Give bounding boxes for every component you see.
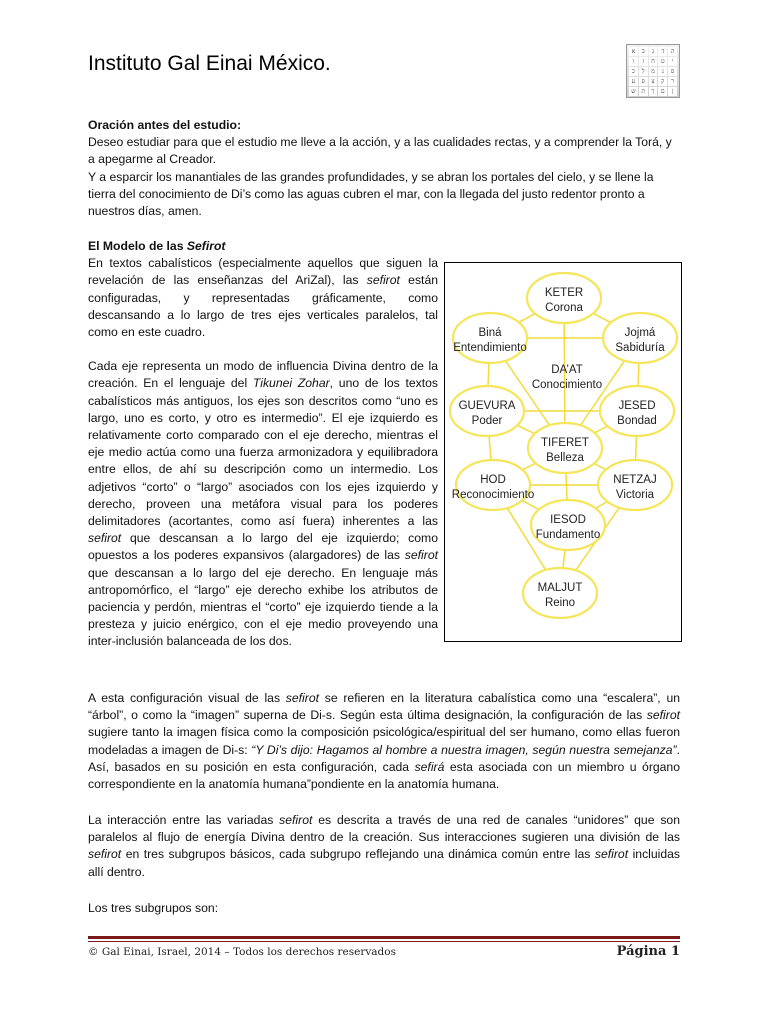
page-number: Página 1 [616,944,680,959]
sefira-hod-meaning: Reconocimiento [451,489,535,501]
logo-letter: פ [639,77,648,86]
sefira-keter-name: KETER [544,287,584,299]
sefirot-diagram [444,262,682,642]
sefira-bina [453,313,527,363]
sefira-iesod [531,500,605,550]
logo-letter: ח [649,57,658,66]
sefira-hod [452,460,534,510]
sefira-keter [527,273,601,323]
logo-letter: ה [668,47,677,56]
paragraph-5: Los tres subgrupos son: [88,901,219,915]
sefira-daat [532,364,602,391]
sefira-guevura-meaning: Poder [471,415,503,427]
footer-copyright: © Gal Einai, Israel, 2014 – Todos los derechos reservados [88,946,396,958]
footer-rule [88,936,680,939]
sefira-iesod-meaning: Fundamento [535,529,601,541]
logo-letter: ט [658,57,667,66]
logo-letter: ר [668,77,677,86]
logo-letter: ס [668,67,677,76]
logo-letter: ג [649,47,658,56]
logo-letter: ו [629,57,638,66]
sefira-daat-name: DA’AT [551,364,583,376]
logo-letter: ב [639,47,648,56]
logo-letter: ק [658,77,667,86]
logo-letter: ש [629,87,638,96]
logo-letter: ת [639,87,648,96]
footer-rule-thin [88,941,680,942]
model-paragraph-1: En textos cabalísticos (especialmente aquellos que siguen la revelación de las enseñanzas del AriZal), las sefirot están configuradas, y representadas gráficamente, como descansando a lo largo de tres ejes verticales paralelos, tal como en este cuadro. [88,256,439,340]
logo-letter: ם [658,87,667,96]
sefira-iesod-name: IESOD [550,514,586,526]
sefira-keter-meaning: Corona [545,302,583,314]
prayer-line-2: Y a esparcir los manantiales de las grandes profundidades, y se abran los portales del cielo, y se llene la tierra del conocimiento de Di’s como las aguas cubren el mar, con la llegada del justo redentor pronto a nuestros días, amen. [88,169,654,219]
logo-letter: ז [639,57,648,66]
sefira-jesed-meaning: Bondad [617,415,657,427]
sefira-tiferet [528,423,602,473]
model-section [88,238,438,651]
sefira-guevura-name: GUEVURA [458,400,516,412]
sefira-netzaj [598,460,672,510]
logo-letter: ל [639,67,648,76]
logo-letter: ד [658,47,667,56]
sefira-tiferet-name: TIFERET [541,437,589,449]
sefirot-tree-svg [445,263,683,643]
sefira-hod-name: HOD [480,474,506,486]
sefira-netzaj-meaning: Victoria [615,489,655,501]
sefira-jesed-name: JESED [618,400,656,412]
sefira-bina-meaning: Entendimiento [453,342,527,354]
prayer-line-1: Deseo estudiar para que el estudio me lleve a la acción, y a las cualidades rectas, y a comprender la Torá, y a apegarme al Creador. [88,135,672,167]
logo-letter: ך [649,87,658,96]
logo-letter: מ [649,67,658,76]
section-title: El Modelo de las Sefirot [88,239,226,253]
logo-letter: א [629,47,638,56]
model-paragraph-2: Cada eje representa un modo de influencia Divina dentro de la creación. En el lenguaje del Tikunei Zohar, uno de los textos cabalísticos más antiguos, los ejes son descritos como “uno es largo, uno es corto, y otro es intermedio”. El eje izquierdo es relativamente corto comparado con el eje derecho, mientras el eje medio actúa como una fuerza armonizadora y equilibradora entre ellos, de ahí su descripción como un intermedio. Los adjetivos “corto” o “largo” asociados con los ejes izquierdo y derecho, proveen una metáfora visual para los poderes delimitadores (acortantes, como así fuera) inherentes a las sefirot que descansan a lo largo del eje izquierdo; como opuestos a los poderes expansivos (alargadores) de las sefirot que descansan a lo largo del eje derecho. En lenguaje más antropomórfico, el “largo” eje derecho exhibe los atributos de paciencia y perdón, mientras el “corto” eje izquierdo tiende a la presteza y juicio enérgico, con el eje medio proveyendo una inter-inclusión balanceada de los dos. [88,359,439,649]
sefira-maljut-meaning: Reino [544,597,576,609]
logo-letter: י [668,57,677,66]
sefira-jojma [603,313,677,363]
logo-letter: נ [658,67,667,76]
sefira-netzaj-name: NETZAJ [613,474,657,486]
logo-letter: צ [649,77,658,86]
sefira-daat-meaning: Conocimiento [531,379,603,391]
sefira-guevura [450,386,524,436]
logo-letter: ן [668,87,677,96]
page-title: Instituto Gal Einai México. [88,52,331,75]
logo-letter: כ [629,67,638,76]
paragraph-4: La interacción entre las variadas sefirot es descrita a través de una red de canales “unidores” que son paralelos al flujo de energía Divina dentro de la creación. Sus interacciones sugieren una división de las sefirot en tres subgrupos básicos, cada subgrupo reflejando una dinámica común entre las sefirot incluidas allí dentro. [88,813,681,879]
prayer-section [88,117,680,220]
sefira-tiferet-meaning: Belleza [546,452,584,464]
sefira-jojma-name: Jojmá [624,327,656,339]
logo-image [626,44,680,98]
sefira-bina-name: Biná [478,327,502,339]
sefira-jesed [600,386,674,436]
sefira-maljut [523,568,597,618]
logo-letter: ע [629,77,638,86]
sefira-jojma-meaning: Sabiduría [615,342,665,354]
prayer-title: Oración antes del estudio: [88,118,242,132]
sefira-maljut-name: MALJUT [537,582,583,594]
paragraph-3: A esta configuración visual de las sefirot se refieren en la literatura cabalística como una “escalera”, un “árbol”, o como la “imagen” superna de Di-s. Según esta última designación, la configuración de las sefirot sugiere tanto la imagen física como la composición psicológica/espiritual del ser humano, como ellas fueron modeladas a imagen de Di-s: “Y Di’s dijo: Hagamos al hombre a nuestra imagen, según nuestra semejanza”. Así, basados en su posición en esta configuración, cada sefirá esta asociada con un miembro u órgano correspondiente en la anatomía humana”pondiente en la anatomía humana. [88,691,681,792]
